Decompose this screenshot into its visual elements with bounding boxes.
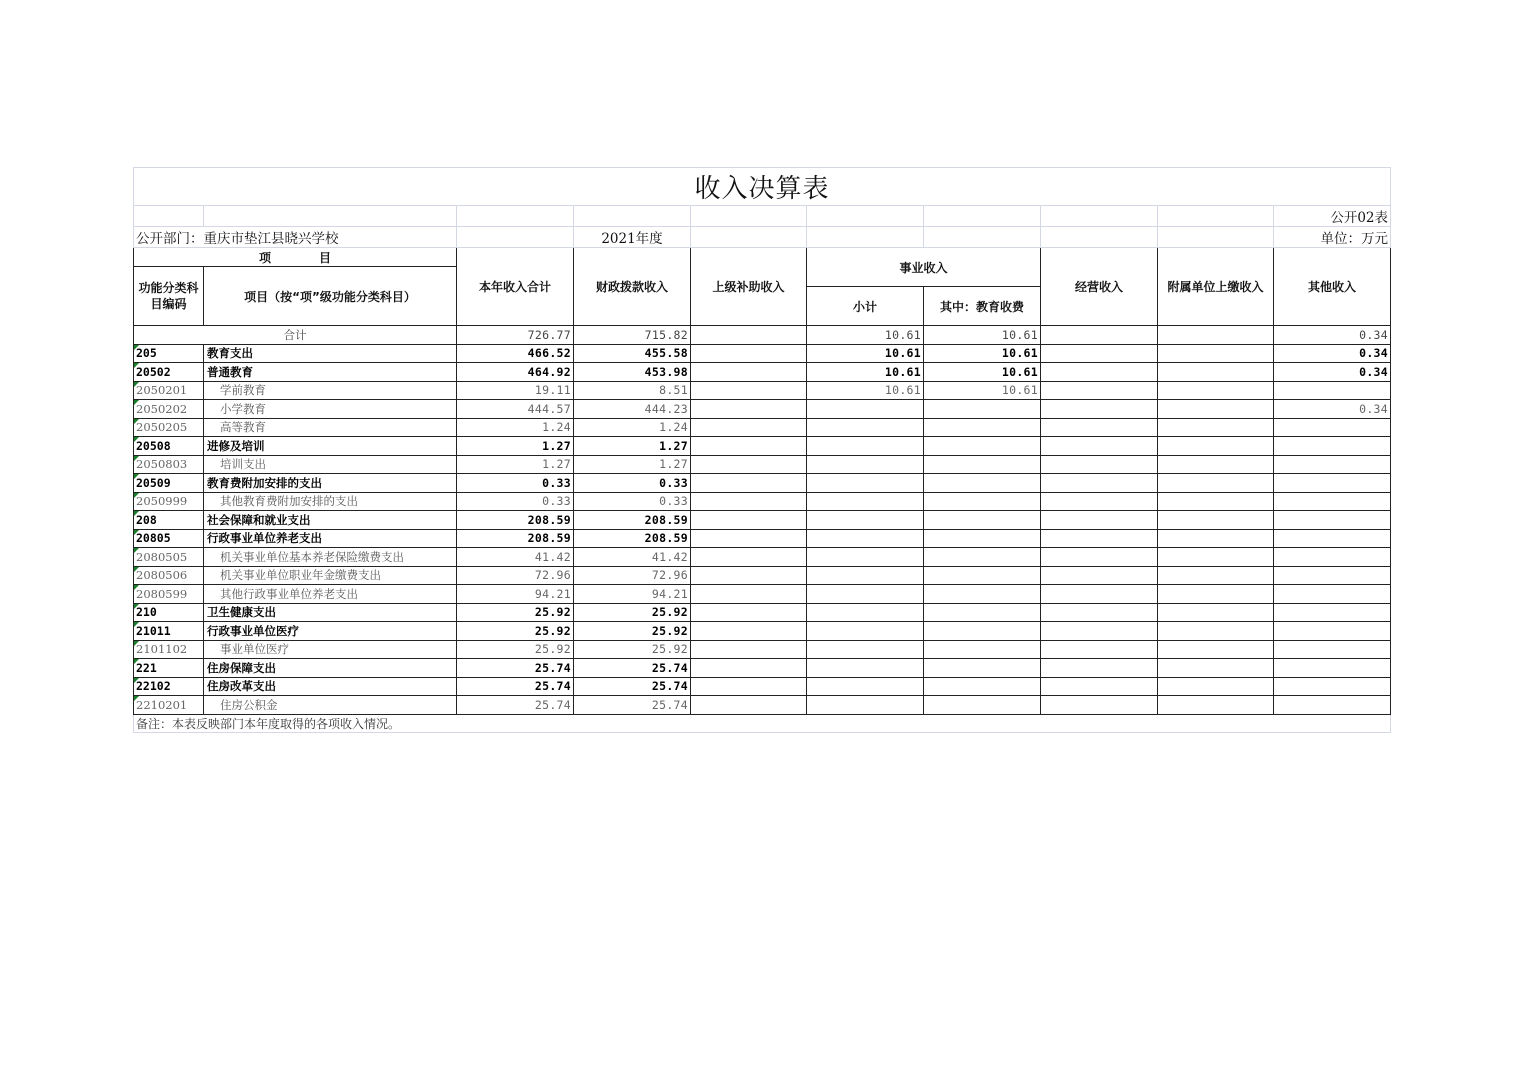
row-subtotal [807,511,924,530]
row-code-text: 2050205 [136,420,188,435]
cell-marker-icon [134,437,139,442]
row-superior [691,363,807,382]
row-business [1041,381,1158,400]
header-name: 项目（按“项”级功能分类科目） [204,267,457,326]
row-fiscal: 453.98 [574,363,691,382]
row-code-text: 2050202 [136,401,188,416]
row-superior [691,437,807,456]
cell-marker-icon [134,585,139,590]
row-superior [691,566,807,585]
row-total: 1.24 [457,418,574,437]
row-code [134,659,204,678]
row-subtotal [807,437,924,456]
row-code [134,418,204,437]
total-label: 合计 [134,326,457,345]
row-fiscal: 0.33 [574,474,691,493]
row-affiliate [1158,381,1274,400]
row-name: 事业单位医疗 [204,640,457,659]
row-subtotal [807,585,924,604]
row-code-text: 2101102 [136,642,188,657]
row-total: 25.92 [457,603,574,622]
row-subtotal [807,418,924,437]
row-other [1274,381,1391,400]
row-subtotal [807,696,924,715]
row-business [1041,566,1158,585]
row-superior [691,455,807,474]
row-affiliate [1158,400,1274,419]
row-superior [691,585,807,604]
row-fiscal: 0.33 [574,492,691,511]
table-row [134,585,1391,604]
row-superior [691,659,807,678]
income-final-account-sheet [133,167,1390,733]
row-superior [691,474,807,493]
row-edu-fee: 10.61 [924,344,1041,363]
row-business [1041,418,1158,437]
table-row [134,455,1391,474]
row-business [1041,344,1158,363]
row-name: 普通教育 [204,363,457,382]
row-code [134,677,204,696]
table-row [134,381,1391,400]
row-name: 进修及培训 [204,437,457,456]
unit-label: 单位：万元 [1274,227,1391,248]
table-row [134,696,1391,715]
row-fiscal: 25.92 [574,640,691,659]
row-name: 住房保障支出 [204,659,457,678]
table-row [134,622,1391,641]
row-other [1274,677,1391,696]
row-subtotal [807,529,924,548]
row-business [1041,437,1158,456]
row-code-text: 20509 [136,475,171,490]
row-subtotal [807,677,924,696]
row-edu-fee: 10.61 [924,363,1041,382]
row-total: 1.27 [457,455,574,474]
row-code [134,585,204,604]
cell-marker-icon [134,456,139,461]
row-fiscal: 1.27 [574,437,691,456]
row-name: 机关事业单位职业年金缴费支出 [204,566,457,585]
row-code-text: 2050201 [136,383,188,398]
table-row [134,492,1391,511]
row-edu-fee [924,437,1041,456]
row-fiscal: 25.92 [574,622,691,641]
row-affiliate [1158,548,1274,567]
row-affiliate [1158,696,1274,715]
row-total: 1.27 [457,437,574,456]
row-subtotal [807,603,924,622]
row-affiliate [1158,363,1274,382]
row-affiliate [1158,455,1274,474]
row-code [134,344,204,363]
row-business [1041,455,1158,474]
row-business [1041,511,1158,530]
row-name: 学前教育 [204,381,457,400]
row-subtotal [807,566,924,585]
row-total: 72.96 [457,566,574,585]
row-other [1274,474,1391,493]
row-fiscal: 94.21 [574,585,691,604]
row-superior [691,418,807,437]
row-fiscal: 444.23 [574,400,691,419]
row-edu-fee [924,548,1041,567]
table-row [134,437,1391,456]
row-total: 208.59 [457,529,574,548]
table-row [134,418,1391,437]
table-row [134,363,1391,382]
row-edu-fee [924,622,1041,641]
row-subtotal [807,474,924,493]
row-edu-fee: 10.61 [924,381,1041,400]
row-code-text: 208 [136,512,157,527]
row-superior [691,622,807,641]
row-name: 社会保障和就业支出 [204,511,457,530]
row-subtotal [807,455,924,474]
cell-marker-icon [134,548,139,553]
row-superior [691,677,807,696]
cell-marker-icon [134,678,139,683]
row-other [1274,548,1391,567]
row-other [1274,529,1391,548]
row-code-text: 2210201 [136,697,188,712]
header-fiscal: 财政拨款收入 [574,248,691,326]
row-fiscal: 208.59 [574,529,691,548]
page-title: 收入决算表 [134,168,1391,206]
row-affiliate [1158,474,1274,493]
row-name: 机关事业单位基本养老保险缴费支出 [204,548,457,567]
table-row [134,529,1391,548]
row-total: 0.33 [457,474,574,493]
row-affiliate [1158,529,1274,548]
row-code [134,640,204,659]
row-superior [691,344,807,363]
row-other [1274,622,1391,641]
cell-marker-icon [134,659,139,664]
header-superior: 上级补助收入 [691,248,807,326]
row-other [1274,418,1391,437]
row-edu-fee [924,474,1041,493]
row-affiliate [1158,677,1274,696]
row-subtotal: 10.61 [807,381,924,400]
row-edu-fee [924,529,1041,548]
row-affiliate [1158,566,1274,585]
row-affiliate [1158,418,1274,437]
row-fiscal: 25.74 [574,659,691,678]
row-other [1274,511,1391,530]
row-business [1041,603,1158,622]
row-subtotal: 10.61 [807,363,924,382]
header-affiliate: 附属单位上缴收入 [1158,248,1274,326]
row-code-text: 2080505 [136,549,188,564]
header-other: 其他收入 [1274,248,1391,326]
row-edu-fee [924,511,1041,530]
row-code [134,400,204,419]
cell-marker-icon [134,345,139,350]
header-total: 本年收入合计 [457,248,574,326]
row-business [1041,474,1158,493]
row-code-text: 205 [136,346,157,361]
table-row [134,511,1391,530]
row-fiscal: 1.27 [574,455,691,474]
row-edu-fee [924,585,1041,604]
row-code [134,511,204,530]
row-business [1041,585,1158,604]
row-code [134,696,204,715]
row-subtotal [807,659,924,678]
table-row [134,400,1391,419]
table-row [134,474,1391,493]
cell-marker-icon [134,382,139,387]
row-code-text: 20502 [136,364,171,379]
row-code [134,363,204,382]
total-edu-fee: 10.61 [924,326,1041,345]
row-affiliate [1158,511,1274,530]
row-affiliate [1158,344,1274,363]
cell-marker-icon [134,400,139,405]
row-superior [691,640,807,659]
row-business [1041,400,1158,419]
table-row [134,640,1391,659]
row-edu-fee [924,455,1041,474]
row-superior [691,548,807,567]
cell-marker-icon [134,474,139,479]
row-superior [691,603,807,622]
row-total: 464.92 [457,363,574,382]
cell-marker-icon [134,696,139,701]
row-code [134,455,204,474]
row-total: 208.59 [457,511,574,530]
row-superior [691,400,807,419]
cell-marker-icon [134,363,139,368]
row-total: 25.74 [457,659,574,678]
total-other: 0.34 [1274,326,1391,345]
row-edu-fee [924,659,1041,678]
row-total: 41.42 [457,548,574,567]
row-edu-fee [924,492,1041,511]
row-code-text: 221 [136,660,157,675]
row-affiliate [1158,603,1274,622]
table-row [134,344,1391,363]
row-other: 0.34 [1274,344,1391,363]
row-code [134,603,204,622]
row-edu-fee [924,418,1041,437]
total-row [134,326,1391,345]
row-affiliate [1158,659,1274,678]
header-career-income: 事业收入 [807,248,1041,287]
row-fiscal: 41.42 [574,548,691,567]
row-other: 0.34 [1274,363,1391,382]
table-number: 公开02表 [1274,206,1391,227]
row-code [134,474,204,493]
row-name: 住房改革支出 [204,677,457,696]
row-name: 其他教育费附加安排的支出 [204,492,457,511]
row-subtotal [807,548,924,567]
header-code: 功能分类科目编码 [134,267,204,326]
row-business [1041,677,1158,696]
header-item: 项 目 [134,248,457,267]
row-subtotal [807,400,924,419]
row-superior [691,529,807,548]
row-code-text: 2080599 [136,586,188,601]
row-fiscal: 25.74 [574,696,691,715]
row-code-text: 210 [136,605,157,620]
row-other [1274,566,1391,585]
row-code-text: 2080506 [136,568,188,583]
department-label: 公开部门：重庆市垫江县晓兴学校 [134,227,457,248]
row-business [1041,696,1158,715]
table-row [134,677,1391,696]
row-edu-fee [924,677,1041,696]
row-affiliate [1158,640,1274,659]
row-code [134,548,204,567]
total-fiscal: 715.82 [574,326,691,345]
row-other [1274,585,1391,604]
row-name: 教育支出 [204,344,457,363]
row-total: 0.33 [457,492,574,511]
row-subtotal [807,640,924,659]
row-total: 25.74 [457,677,574,696]
row-name: 行政事业单位医疗 [204,622,457,641]
table-row [134,659,1391,678]
header-subtotal: 小计 [807,287,924,326]
row-subtotal: 10.61 [807,344,924,363]
total-superior [691,326,807,345]
row-code-text: 2050999 [136,494,188,509]
row-code-text: 20508 [136,438,171,453]
row-other [1274,455,1391,474]
row-name: 其他行政事业单位养老支出 [204,585,457,604]
row-edu-fee [924,696,1041,715]
row-superior [691,381,807,400]
row-fiscal: 1.24 [574,418,691,437]
row-business [1041,640,1158,659]
cell-marker-icon [134,604,139,609]
total-affiliate [1158,326,1274,345]
row-fiscal: 25.92 [574,603,691,622]
row-total: 25.92 [457,622,574,641]
row-affiliate [1158,492,1274,511]
cell-marker-icon [134,493,139,498]
row-total: 25.92 [457,640,574,659]
row-edu-fee [924,640,1041,659]
cell-marker-icon [134,511,139,516]
row-code-text: 2050803 [136,457,188,472]
footnote: 备注：本表反映部门本年度取得的各项收入情况。 [134,714,1391,733]
table-row [134,603,1391,622]
row-total: 19.11 [457,381,574,400]
row-business [1041,529,1158,548]
row-code [134,566,204,585]
row-total: 94.21 [457,585,574,604]
row-affiliate [1158,585,1274,604]
row-other [1274,659,1391,678]
row-business [1041,363,1158,382]
row-code-text: 22102 [136,679,171,694]
row-name: 培训支出 [204,455,457,474]
cell-marker-icon [134,567,139,572]
row-total: 444.57 [457,400,574,419]
row-affiliate [1158,437,1274,456]
row-other [1274,603,1391,622]
row-other [1274,696,1391,715]
row-other: 0.34 [1274,400,1391,419]
header-edu-fee: 其中：教育收费 [924,287,1041,326]
header-business: 经营收入 [1041,248,1158,326]
row-code [134,381,204,400]
row-fiscal: 8.51 [574,381,691,400]
row-code [134,529,204,548]
cell-marker-icon [134,419,139,424]
income-table [133,167,1391,733]
total-subtotal: 10.61 [807,326,924,345]
row-name: 卫生健康支出 [204,603,457,622]
row-affiliate [1158,622,1274,641]
row-total: 466.52 [457,344,574,363]
row-fiscal: 72.96 [574,566,691,585]
cell-marker-icon [134,622,139,627]
table-row [134,566,1391,585]
row-name: 住房公积金 [204,696,457,715]
row-fiscal: 25.74 [574,677,691,696]
row-superior [691,696,807,715]
row-name: 行政事业单位养老支出 [204,529,457,548]
total-total: 726.77 [457,326,574,345]
table-row [134,548,1391,567]
row-fiscal: 208.59 [574,511,691,530]
row-code-text: 20805 [136,531,171,546]
row-business [1041,622,1158,641]
fiscal-year: 2021年度 [574,227,691,248]
row-edu-fee [924,603,1041,622]
row-business [1041,548,1158,567]
row-fiscal: 455.58 [574,344,691,363]
row-other [1274,492,1391,511]
row-superior [691,492,807,511]
row-code [134,622,204,641]
cell-marker-icon [134,530,139,535]
row-code-text: 21011 [136,623,171,638]
row-superior [691,511,807,530]
row-total: 25.74 [457,696,574,715]
cell-marker-icon [134,641,139,646]
row-business [1041,492,1158,511]
row-subtotal [807,492,924,511]
row-subtotal [807,622,924,641]
row-name: 教育费附加安排的支出 [204,474,457,493]
row-edu-fee [924,566,1041,585]
row-code [134,437,204,456]
row-other [1274,437,1391,456]
row-business [1041,659,1158,678]
row-edu-fee [924,400,1041,419]
row-name: 小学教育 [204,400,457,419]
row-other [1274,640,1391,659]
row-code [134,492,204,511]
row-name: 高等教育 [204,418,457,437]
total-business [1041,326,1158,345]
